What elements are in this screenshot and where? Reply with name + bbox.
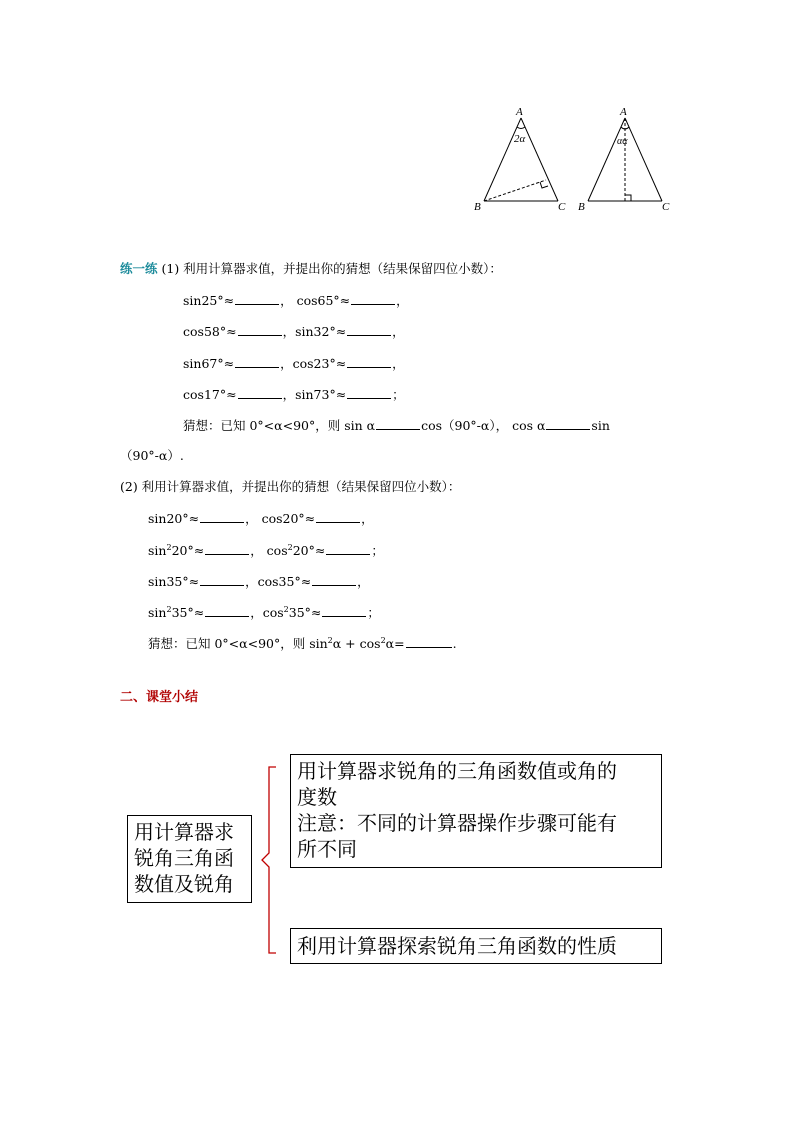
part1-guess xyxy=(183,417,610,434)
answer-blank[interactable] xyxy=(347,355,391,368)
right-label-c: C xyxy=(662,201,670,213)
part2-row-4-b: ，cos xyxy=(250,605,284,620)
box1-line-4: 所不同 xyxy=(297,837,357,861)
answer-blank[interactable] xyxy=(316,510,360,523)
right-label-a: A xyxy=(620,106,627,118)
answer-blank[interactable] xyxy=(406,635,452,648)
part1-row-4-a: cos17°≈ xyxy=(183,387,237,402)
superscript-2: 2 xyxy=(380,635,386,645)
part1-row-2-b: ，sin32°≈ xyxy=(282,324,347,339)
part2-row-2-end: ； xyxy=(371,543,384,558)
answer-blank[interactable] xyxy=(351,292,395,305)
part2-row-2-a: sin xyxy=(148,543,167,558)
part2-row-4-a2: 35°≈ xyxy=(171,605,205,620)
left-box-line-3: 数值及锐角 xyxy=(134,872,234,896)
part2-row-4-b2: 35°≈ xyxy=(288,605,322,620)
box1-line-3: 注意：不同的计算器操作步骤可能有 xyxy=(297,811,617,835)
right-label-angle: αα xyxy=(617,136,628,147)
box1-line-2: 度数 xyxy=(297,785,337,809)
triangle-figures xyxy=(470,104,680,216)
part2-intro: (2) 利用计算器求值，并提出你的猜想（结果保留四位小数）： xyxy=(120,479,461,494)
left-label-b: B xyxy=(474,201,481,213)
part2-guess xyxy=(148,635,457,652)
summary-box-1 xyxy=(290,754,662,868)
part1-row-3-end: ， xyxy=(392,356,405,371)
part1-row-3-b: ，cos23°≈ xyxy=(280,356,347,371)
answer-blank[interactable] xyxy=(235,355,279,368)
left-label-c: C xyxy=(558,201,566,213)
part2-row-3 xyxy=(148,573,370,590)
summary-box-2 xyxy=(290,928,662,964)
left-label-angle: 2α xyxy=(514,133,526,145)
superscript-2: 2 xyxy=(283,604,289,614)
part2-row-4-end: ； xyxy=(367,605,380,620)
right-triangle xyxy=(588,118,662,201)
part2-row-1-a: sin20°≈ xyxy=(148,511,200,526)
part1-row-4-end: ； xyxy=(392,387,405,402)
part2-row-3-b: ，cos35°≈ xyxy=(245,574,312,589)
exercise-intro-1 xyxy=(120,261,502,277)
superscript-2: 2 xyxy=(287,542,293,552)
answer-blank[interactable] xyxy=(238,386,282,399)
part2-guess-b: α + cos xyxy=(332,636,381,651)
summary-left-box xyxy=(127,815,252,903)
answer-blank[interactable] xyxy=(235,292,279,305)
part1-row-3 xyxy=(183,355,405,372)
answer-blank[interactable] xyxy=(376,417,420,430)
exercise-label: 练一练 xyxy=(120,261,158,276)
superscript-2: 2 xyxy=(166,604,172,614)
part2-row-2-b2: 20°≈ xyxy=(292,543,326,558)
part2-row-2-b: ， cos xyxy=(250,543,288,558)
part1-intro: (1) 利用计算器求值，并提出你的猜想（结果保留四位小数）： xyxy=(161,261,502,276)
part1-guess-tail: （90°-α）. xyxy=(120,448,184,463)
part1-guess-a: 猜想：已知 0°<α<90°，则 sin α xyxy=(183,418,376,433)
summary-title: 二、课堂小结 xyxy=(120,690,199,705)
part2-row-1 xyxy=(148,510,374,527)
answer-blank[interactable] xyxy=(205,604,249,617)
box1-line-1: 用计算器求锐角的三角函数值或角的 xyxy=(297,759,617,783)
part2-row-1-b: ， cos20°≈ xyxy=(245,511,316,526)
answer-blank[interactable] xyxy=(546,417,590,430)
part2-guess-end: . xyxy=(452,636,457,651)
left-triangle xyxy=(484,118,558,201)
part1-row-1-b: ， cos65°≈ xyxy=(280,293,351,308)
superscript-2: 2 xyxy=(166,542,172,552)
part1-guess-c: sin xyxy=(591,418,610,433)
part2-row-2-a2: 20°≈ xyxy=(171,543,205,558)
part1-row-1-end: ， xyxy=(396,293,409,308)
part2-row-1-end: ， xyxy=(361,511,374,526)
part2-row-2 xyxy=(148,542,384,559)
part2-row-3-end: ， xyxy=(357,574,370,589)
left-box-line-1: 用计算器求 xyxy=(134,820,234,844)
answer-blank[interactable] xyxy=(347,386,391,399)
part1-row-2-a: cos58°≈ xyxy=(183,324,237,339)
box2-text: 利用计算器探索锐角三角函数的性质 xyxy=(297,934,617,958)
superscript-2: 2 xyxy=(327,635,333,645)
part2-row-4 xyxy=(148,604,380,621)
part1-row-2-end: ， xyxy=(392,324,405,339)
answer-blank[interactable] xyxy=(200,573,244,586)
part1-row-4-b: ，sin73°≈ xyxy=(282,387,347,402)
part2-guess-a: 猜想：已知 0°<α<90°，则 sin xyxy=(148,636,328,651)
answer-blank[interactable] xyxy=(238,323,282,336)
answer-blank[interactable] xyxy=(326,542,370,555)
part1-row-3-a: sin67°≈ xyxy=(183,356,235,371)
answer-blank[interactable] xyxy=(347,323,391,336)
part2-guess-c: α= xyxy=(385,636,405,651)
answer-blank[interactable] xyxy=(312,573,356,586)
answer-blank[interactable] xyxy=(200,510,244,523)
left-label-a: A xyxy=(516,106,523,118)
left-box-line-2: 锐角三角函 xyxy=(134,846,234,870)
right-label-b: B xyxy=(578,201,585,213)
part2-row-4-a: sin xyxy=(148,605,167,620)
answer-blank[interactable] xyxy=(205,542,249,555)
part1-row-2 xyxy=(183,323,405,340)
part1-row-1 xyxy=(183,292,409,309)
answer-blank[interactable] xyxy=(322,604,366,617)
summary-brace xyxy=(258,765,294,957)
part1-row-1-a: sin25°≈ xyxy=(183,293,235,308)
part2-row-3-a: sin35°≈ xyxy=(148,574,200,589)
part1-guess-b: cos（90°-α）， cos α xyxy=(421,418,546,433)
part1-row-4 xyxy=(183,386,405,403)
